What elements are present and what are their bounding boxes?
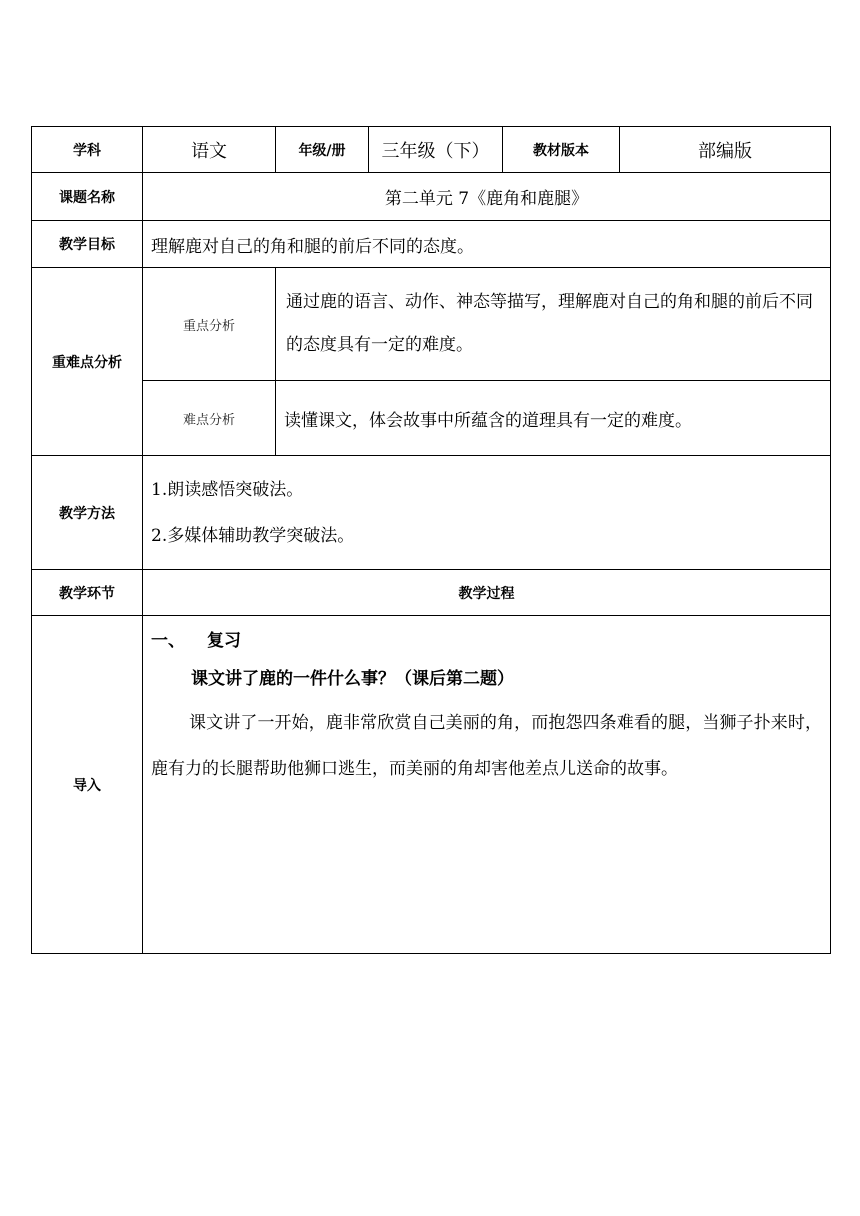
analysis-label: 重难点分析: [32, 268, 143, 456]
section-heading: [151, 624, 822, 658]
process-stage-label: 教学环节: [32, 570, 143, 616]
intro-label: 导入: [32, 616, 143, 954]
methods-list: [143, 456, 831, 570]
edition-label: 教材版本: [503, 127, 620, 173]
objective-row: [32, 221, 831, 268]
intro-row: [32, 616, 831, 954]
intro-question: 课文讲了鹿的一件什么事？（课后第二题）: [191, 669, 514, 689]
difficulty-label: 难点分析: [143, 381, 276, 456]
method-item: 2.多媒体辅助教学突破法。: [151, 525, 355, 546]
method-item: 1.朗读感悟突破法。: [151, 479, 304, 500]
key-point-row: [32, 268, 831, 381]
intro-content: [143, 616, 831, 954]
key-point-label: 重点分析: [143, 268, 276, 381]
section-number: 一、: [151, 631, 185, 651]
objective-value: 理解鹿对自己的角和腿的前后不同的态度。: [143, 221, 831, 268]
edition-value: 部编版: [620, 127, 831, 173]
subject-label: 学科: [32, 127, 143, 173]
grade-label: 年级/册: [276, 127, 369, 173]
methods-row: [32, 456, 831, 570]
lesson-title-row: [32, 173, 831, 221]
header-row: [32, 127, 831, 173]
objective-label: 教学目标: [32, 221, 143, 268]
intro-answer: 课文讲了一开始，鹿非常欣赏自己美丽的角，而抱怨四条难看的腿，当狮子扑来时，鹿有力的长腿帮助他狮口逃生，而美丽的角却害他差点儿送命的故事。: [151, 713, 822, 779]
subject-value: 语文: [143, 127, 276, 173]
lesson-title-label: 课题名称: [32, 173, 143, 221]
lesson-title-value: 第二单元 7《鹿角和鹿腿》: [143, 173, 831, 221]
process-title: 教学过程: [143, 570, 831, 616]
methods-label: 教学方法: [32, 456, 143, 570]
difficulty-value: 读懂课文，体会故事中所蕴含的道理具有一定的难度。: [276, 381, 831, 456]
grade-value: 三年级（下）: [369, 127, 503, 173]
lesson-plan-table: [31, 126, 831, 954]
process-header-row: [32, 570, 831, 616]
difficulty-row: [32, 381, 831, 456]
key-point-value: 通过鹿的语言、动作、神态等描写，理解鹿对自己的角和腿的前后不同的态度具有一定的难度。: [276, 268, 831, 381]
section-title: 复习: [207, 631, 241, 651]
